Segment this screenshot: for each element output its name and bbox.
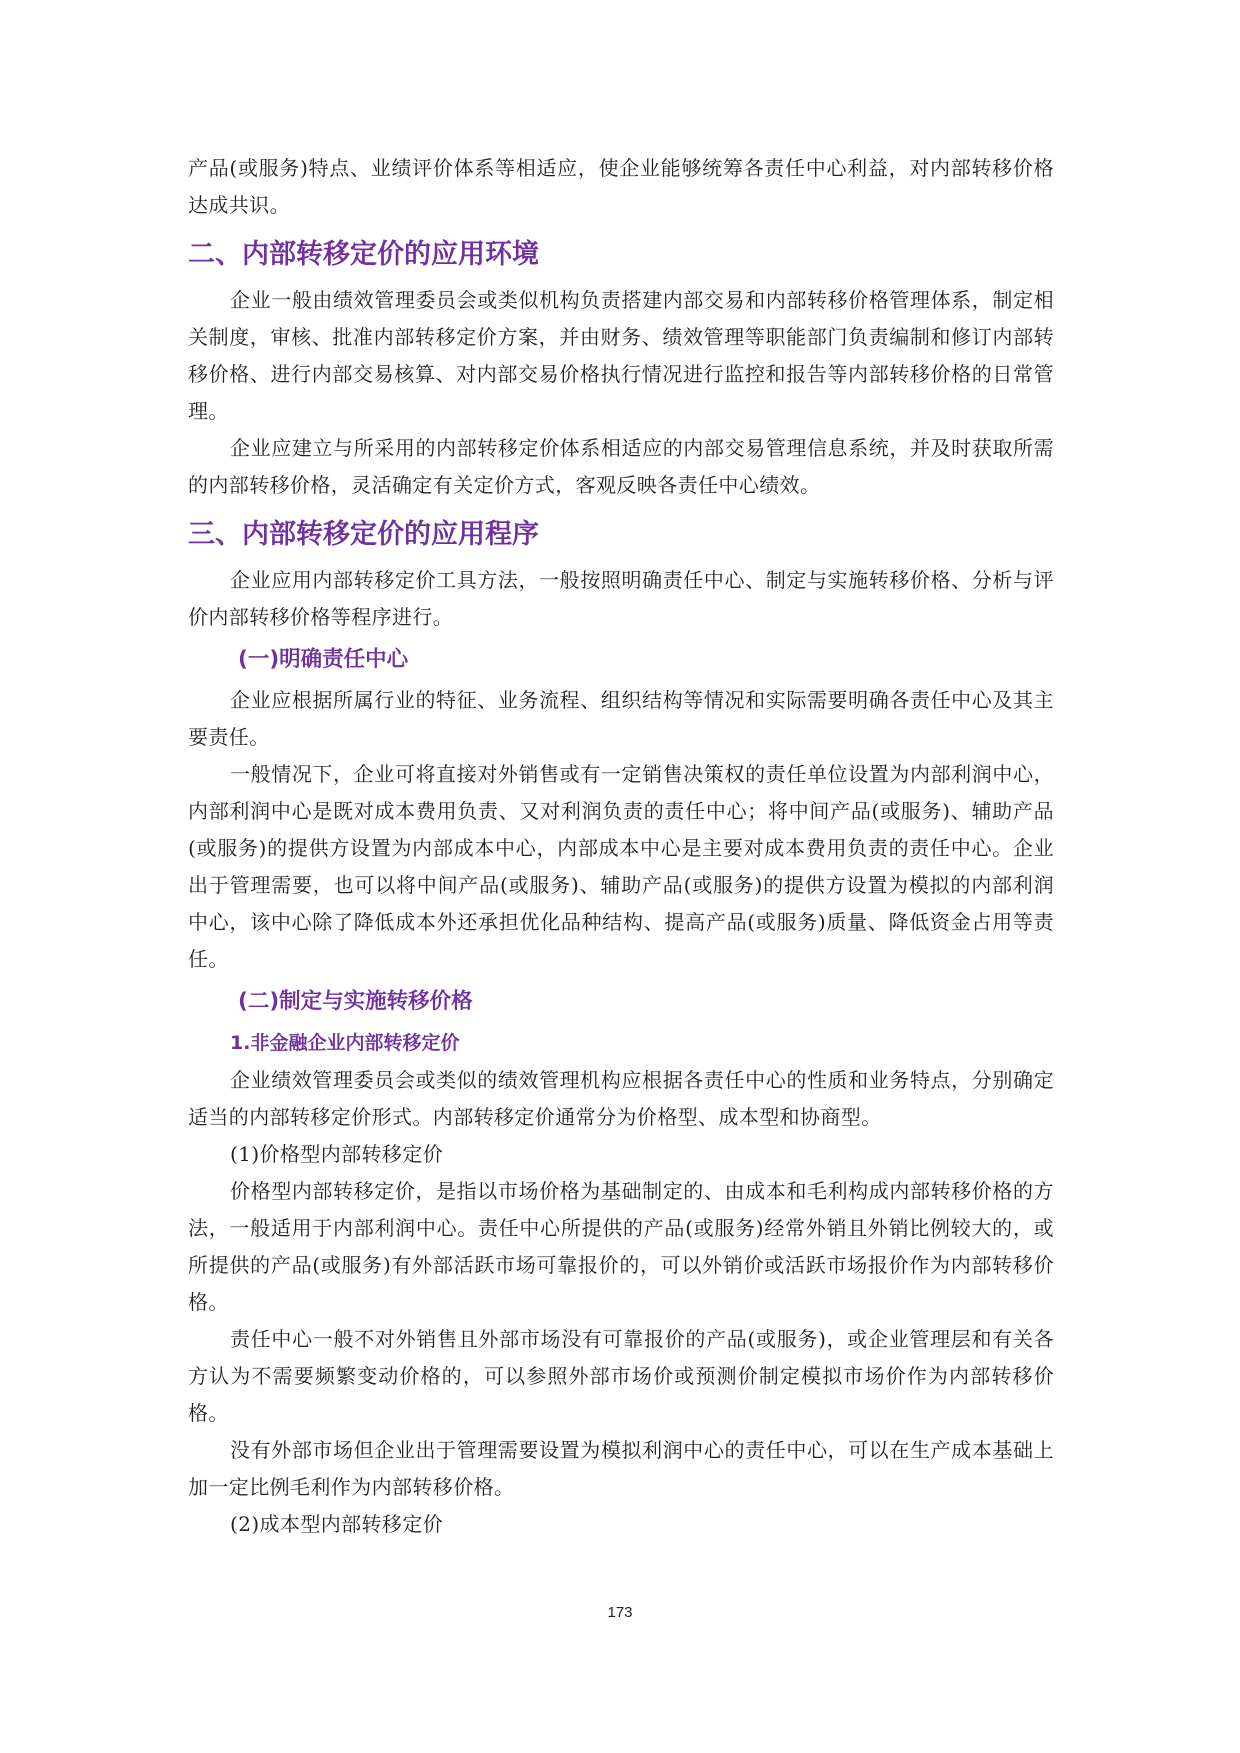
paragraph: 企业一般由绩效管理委员会或类似机构负责搭建内部交易和内部转移价格管理体系，制定相关制度，审核、批准内部转移定价方案，并由财务、绩效管理等职能部门负责编制和修订内部转移价格、进行内部交易核算、对内部交易价格执行情况进行监控和报告等内部转移价格的日常管理。 bbox=[188, 288, 1054, 423]
page-body bbox=[188, 150, 1054, 1543]
paragraph: 一般情况下，企业可将直接对外销售或有一定销售决策权的责任单位设置为内部利润中心，内部利润中心是既对成本费用负责、又对利润负责的责任中心；将中间产品(或服务)、辅助产品(或服务)的提供方设置为内部成本中心，内部成本中心是主要对成本费用负责的责任中心。企业出于管理需要，也可以将中间产品(或服务)、辅助产品(或服务)的提供方设置为模拟的内部利润中心，该中心除了降低成本外还承担优化品种结构、提高产品(或服务)质量、降低资金占用等责任。 bbox=[188, 762, 1054, 971]
list-item-heading: (2)成本型内部转移定价 bbox=[230, 1512, 444, 1536]
subsection-heading: (二)制定与实施转移价格 bbox=[238, 989, 473, 1014]
paragraph: 没有外部市场但企业出于管理需要设置为模拟利润中心的责任中心，可以在生产成本基础上加一定比例毛利作为内部转移价格。 bbox=[188, 1438, 1054, 1499]
subsection-heading: (一)明确责任中心 bbox=[238, 647, 409, 672]
list-item-heading: (1)价格型内部转移定价 bbox=[230, 1142, 444, 1166]
sub-subsection-heading: 1.非金融企业内部转移定价 bbox=[230, 1032, 460, 1054]
paragraph: 责任中心一般不对外销售且外部市场没有可靠报价的产品(或服务)，或企业管理层和有关各方认为不需要频繁变动价格的，可以参照外部市场价或预测价制定模拟市场价作为内部转移价格。 bbox=[188, 1327, 1054, 1425]
section-heading: 二、内部转移定价的应用环境 bbox=[188, 239, 539, 270]
section-heading: 三、内部转移定价的应用程序 bbox=[188, 519, 539, 550]
paragraph: 企业绩效管理委员会或类似的绩效管理机构应根据各责任中心的性质和业务特点，分别确定适当的内部转移定价形式。内部转移定价通常分为价格型、成本型和协商型。 bbox=[188, 1068, 1054, 1129]
paragraph: 企业应建立与所采用的内部转移定价体系相适应的内部交易管理信息系统，并及时获取所需的内部转移价格，灵活确定有关定价方式，客观反映各责任中心绩效。 bbox=[188, 436, 1054, 497]
page-number: 173 bbox=[607, 1604, 633, 1621]
paragraph: 产品(或服务)特点、业绩评价体系等相适应，使企业能够统筹各责任中心利益，对内部转移价格达成共识。 bbox=[188, 156, 1054, 217]
paragraph: 价格型内部转移定价，是指以市场价格为基础制定的、由成本和毛利构成内部转移价格的方法，一般适用于内部利润中心。责任中心所提供的产品(或服务)经常外销且外销比例较大的，或所提供的产品(或服务)有外部活跃市场可靠报价的，可以外销价或活跃市场报价作为内部转移价格。 bbox=[188, 1179, 1054, 1314]
paragraph: 企业应用内部转移定价工具方法，一般按照明确责任中心、制定与实施转移价格、分析与评价内部转移价格等程序进行。 bbox=[188, 568, 1054, 629]
paragraph: 企业应根据所属行业的特征、业务流程、组织结构等情况和实际需要明确各责任中心及其主要责任。 bbox=[188, 688, 1054, 749]
